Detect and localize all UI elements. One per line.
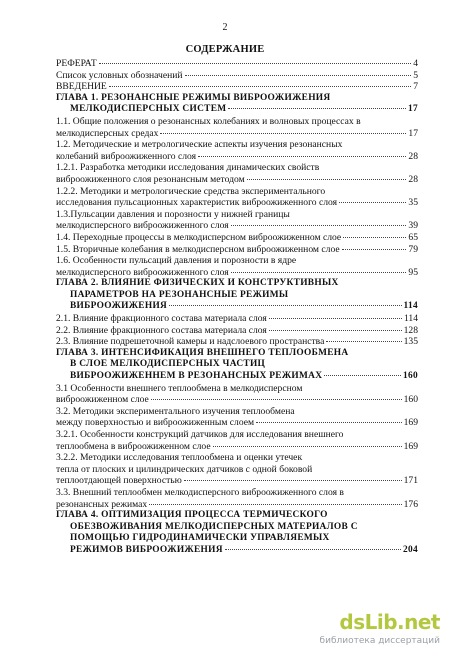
dot-leader — [231, 225, 407, 226]
toc-entry-text: В СЛОЕ МЕЛКОДИСПЕРСНЫХ ЧАСТИЦ — [70, 359, 266, 370]
toc-entry-text: мелкодисперсного виброожиженного слоя — [56, 220, 229, 232]
toc-page-number: 17 — [408, 127, 418, 139]
toc-entry-text: РЕЖИМОВ ВИБРООЖИЖЕНИЯ — [70, 544, 223, 555]
toc-page-number: 4 — [413, 58, 418, 69]
dot-leader — [213, 446, 402, 447]
toc-page-number: 128 — [403, 324, 418, 336]
toc-entry-text: ГЛАВА 2. ВЛИЯНИЕ ФИЗИЧЕСКИХ И КОНСТРУКТИВНЫХ — [56, 278, 339, 289]
toc-entry-text: 2.1. Влияние фракционного состава материала слоя — [56, 313, 267, 325]
toc-entry-text: 1.2.2. Методики и метрологические средства экспериментального — [56, 185, 326, 197]
toc-entry — [56, 348, 418, 383]
toc-entry — [56, 93, 418, 116]
toc-entry — [56, 487, 418, 510]
dot-leader — [160, 133, 406, 134]
toc-page-number: 160 — [403, 371, 418, 382]
watermark — [280, 610, 440, 650]
dot-leader — [228, 108, 406, 109]
watermark-logo: dsLib.net — [339, 610, 440, 634]
toc-entry-text: исследования пульсационных характеристик виброожиженного слоя — [56, 197, 338, 209]
toc-entry-text: 1.3.Пульсации давления и порозности у нижней границы — [56, 208, 290, 220]
toc-entry — [56, 244, 418, 256]
toc-page-number: 28 — [408, 173, 418, 185]
toc-entry — [56, 116, 418, 139]
toc-entry-text: ВИБРООЖИЖЕНИЯ — [70, 301, 168, 312]
toc-entry-text: виброожиженном слое — [56, 394, 149, 406]
toc-entry-text: ГЛАВА 1. РЕЗОНАНСНЫЕ РЕЖИМЫ ВИБРООЖИЖЕНИЯ — [56, 92, 331, 103]
toc-entry — [56, 81, 418, 93]
toc-entry-text: мелкодисперсных средах — [56, 127, 159, 139]
toc-entry-text: между поверхностью и виброожиженным слоем — [56, 417, 255, 429]
toc-page-number: 171 — [403, 475, 418, 487]
dot-leader — [198, 156, 406, 157]
toc-page-number: 79 — [408, 243, 418, 255]
toc-entry-text: РЕФЕРАТ — [56, 58, 97, 69]
toc-entry — [56, 58, 418, 70]
toc-page-number: 135 — [403, 336, 418, 348]
toc-entry — [56, 429, 418, 452]
toc-page-number: 169 — [403, 417, 418, 429]
toc-entry-text: 1.2.1. Разработка методики исследования динамических свойств — [56, 162, 320, 174]
toc-entry-text: виброожиженного слоя резонансным методом — [56, 173, 245, 185]
toc-page-number: 176 — [403, 498, 418, 510]
toc-entry-text: МЕЛКОДИСПЕРСНЫХ СИСТЕМ — [70, 104, 227, 115]
toc-entry — [56, 278, 418, 313]
dot-leader — [339, 202, 406, 203]
toc-entry-text: 1.2. Методические и метрологические аспекты изучения резонансных — [56, 139, 343, 151]
toc-page-number: 28 — [408, 150, 418, 162]
toc-page-number: 114 — [403, 301, 418, 312]
toc-entry-text: 3.2. Методики экспериментального изучения теплообмена — [56, 405, 295, 417]
dot-leader — [326, 341, 401, 342]
toc-entry-text: Список условных обозначений — [56, 69, 183, 81]
toc-entry — [56, 336, 418, 348]
toc-page-number: 160 — [403, 394, 418, 406]
dot-leader — [269, 330, 402, 331]
toc-entry — [56, 186, 418, 209]
toc-entry-text: ГЛАВА 4. ОПТИМИЗАЦИЯ ПРОЦЕССА ТЕРМИЧЕСКОГО — [56, 510, 328, 521]
dot-leader — [269, 318, 402, 319]
toc-entry-text: ВВЕДЕНИЕ — [56, 81, 107, 93]
toc-entry-text: резонансных режимах — [56, 498, 148, 510]
toc-entry — [56, 510, 418, 556]
toc-page-number: 169 — [403, 440, 418, 452]
toc-page-number: 39 — [408, 220, 418, 232]
watermark-subtitle: библиотека диссертаций — [319, 636, 440, 646]
toc-page-number: 35 — [408, 197, 418, 209]
toc-entry-text: тепла от плоских и цилиндрических датчиков с одной боковой — [56, 463, 313, 475]
toc-entry — [56, 255, 418, 278]
toc-entry-text: теплообмена в виброожиженном слое — [56, 440, 211, 452]
toc-entry-text: 3.1 Особенности внешнего теплообмена в мелкодисперсном — [56, 382, 303, 394]
toc-entry — [56, 313, 418, 325]
toc-entry-text: ОБЕЗВОЖИВАНИЯ МЕЛКОДИСПЕРСНЫХ МАТЕРИАЛОВ С — [70, 521, 358, 532]
toc-page-number: 7 — [413, 81, 418, 93]
dot-leader — [99, 63, 412, 64]
toc-entry-text: мелкодисперсного виброожиженного слоя — [56, 266, 229, 278]
toc-entry-text: 1.6. Особенности пульсаций давления и порозности в ядре — [56, 255, 297, 267]
toc-entry-text: 2.3. Влияние подрешеточной камеры и надслоевого пространства — [56, 336, 325, 348]
toc-page-number: 204 — [403, 544, 418, 555]
toc-entry — [56, 406, 418, 429]
toc-entry — [56, 452, 418, 487]
page-number: 2 — [222, 22, 228, 33]
toc-page-number: 5 — [413, 69, 418, 81]
toc-entry-text: 2.2. Влияние фракционного состава материала слоя — [56, 324, 267, 336]
dot-leader — [342, 249, 407, 250]
toc-entry — [56, 139, 418, 162]
toc-entry-text: 1.4. Переходные процессы в мелкодисперсном виброожиженном слое — [56, 231, 342, 243]
dot-leader — [231, 272, 407, 273]
dot-leader — [169, 305, 401, 306]
toc-entry-text: ПАРАМЕТРОВ НА РЕЗОНАНСНЫЕ РЕЖИМЫ — [70, 289, 289, 300]
dot-leader — [185, 75, 412, 76]
dot-leader — [149, 504, 401, 505]
dot-leader — [247, 179, 407, 180]
toc-entry — [56, 383, 418, 406]
toc-entry — [56, 325, 418, 337]
toc-entry-text: теплоотдающей поверхностью — [56, 475, 182, 487]
toc-entry-text: 1.5. Вторичные колебания в мелкодисперсном виброожиженном слое — [56, 243, 340, 255]
page-title: СОДЕРЖАНИЕ — [185, 44, 265, 55]
toc-entry-text: 3.2.1. Особенности конструкций датчиков для исследования внешнего — [56, 429, 344, 440]
toc-page-number: 17 — [408, 104, 418, 115]
toc-page-number: 65 — [408, 231, 418, 243]
toc-entry-text: колебаний виброожиженного слоя — [56, 150, 197, 162]
toc-entry-text: 3.2.2. Методики исследования теплообмена и оценки утечек — [56, 452, 303, 464]
toc-entry-text: ПОМОЩЬЮ ГИДРОДИНАМИЧЕСКИ УПРАВЛЯЕМЫХ — [70, 533, 330, 544]
toc-entry — [56, 70, 418, 82]
dot-leader — [343, 237, 406, 238]
dot-leader — [324, 375, 401, 376]
dot-leader — [256, 422, 402, 423]
toc-entry — [56, 162, 418, 185]
toc-entry — [56, 232, 418, 244]
dot-leader — [225, 549, 401, 550]
dot-leader — [109, 86, 411, 87]
toc-page-number: 114 — [403, 313, 418, 325]
toc-page-number: 95 — [408, 266, 418, 278]
toc-entry-text: ВИБРООЖИЖЕННЕМ В РЕЗОНАНСНЫХ РЕЖИМАХ — [70, 371, 323, 382]
dot-leader — [151, 399, 402, 400]
toc-entry-text: 3.3. Внешний теплообмен мелкодисперсного виброожиженного слоя в — [56, 486, 344, 498]
toc-entry-text: 1.1. Общие положения о резонансных колебаниях и волновых процессах в — [56, 115, 361, 127]
toc-entry-text: ГЛАВА 3. ИНТЕНСИФИКАЦИЯ ВНЕШНЕГО ТЕПЛООБМЕНА — [56, 347, 349, 358]
table-of-contents — [56, 58, 418, 557]
toc-entry — [56, 209, 418, 232]
dot-leader — [184, 480, 402, 481]
